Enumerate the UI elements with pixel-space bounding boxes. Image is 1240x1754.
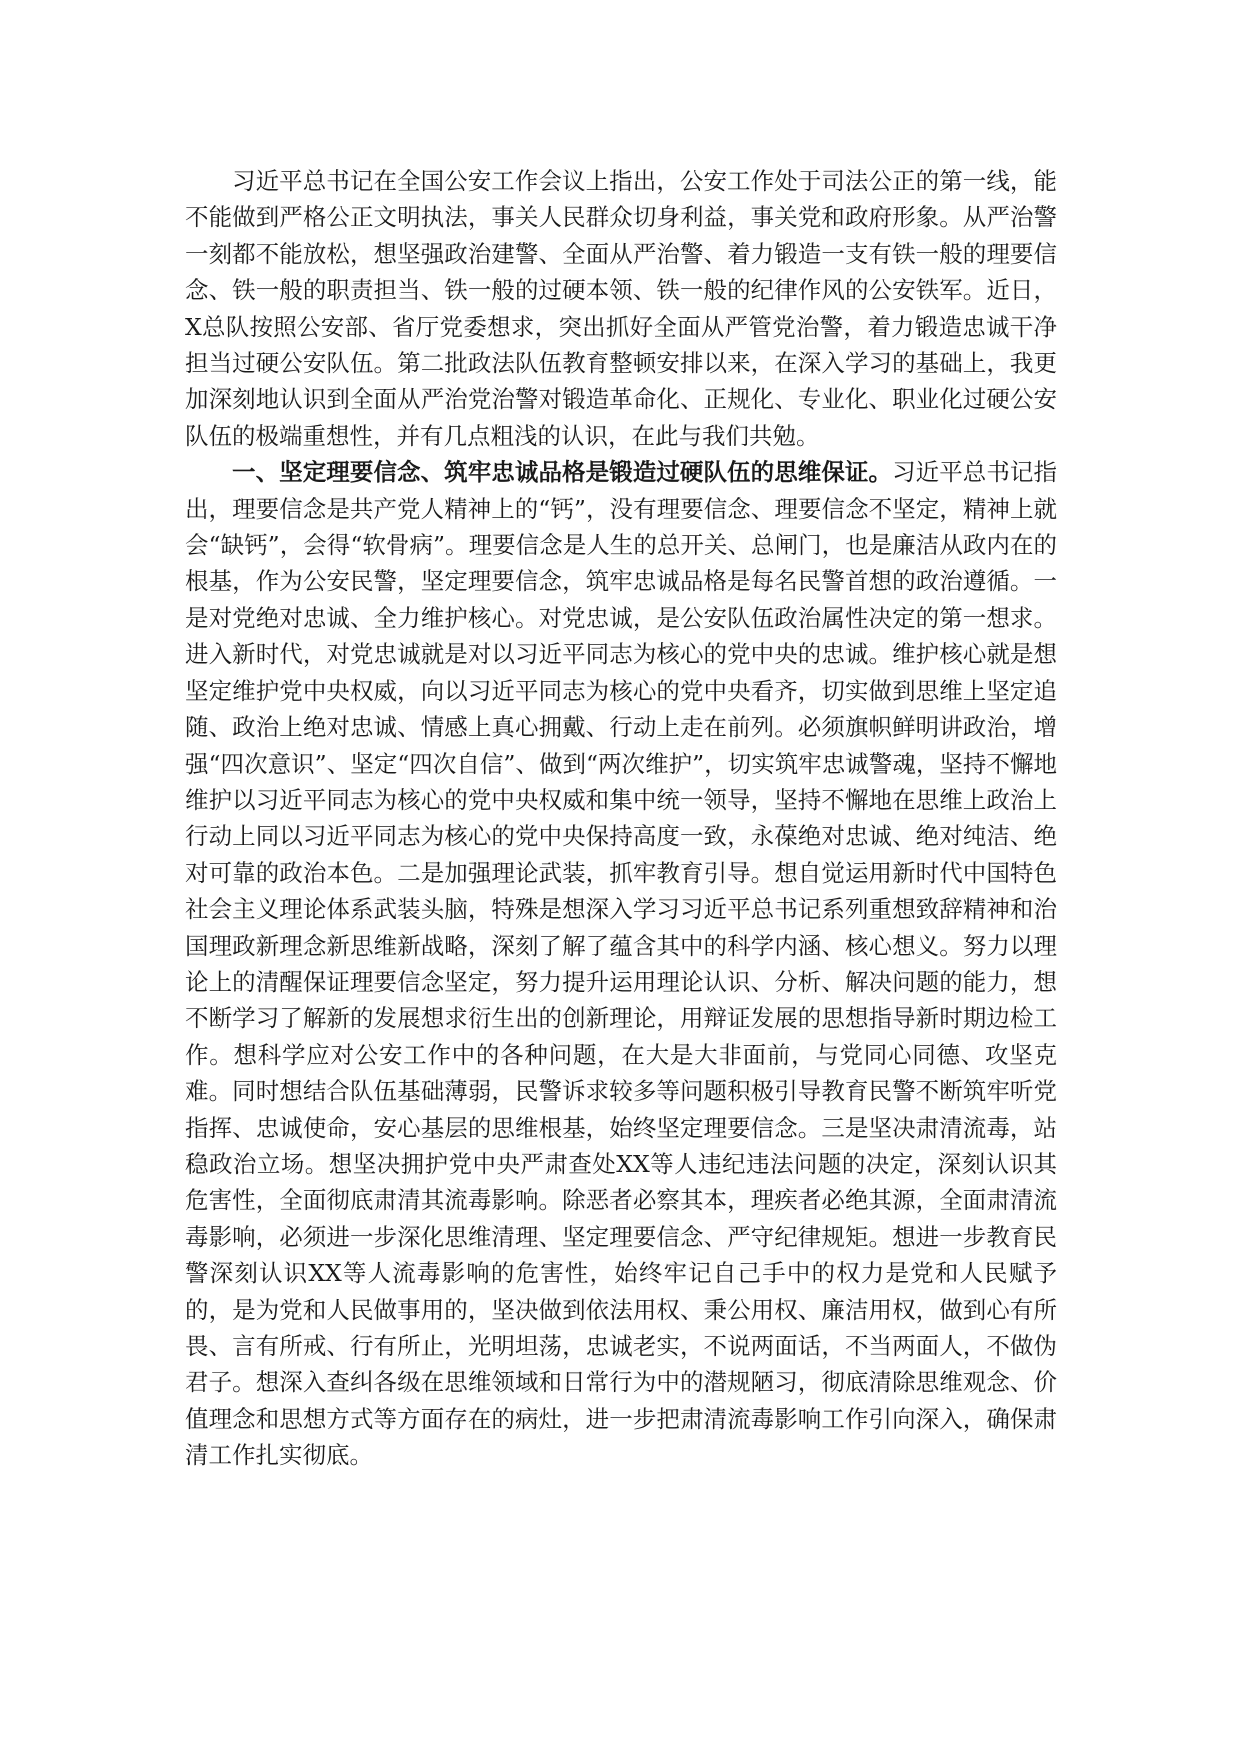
document-body <box>185 163 1057 1474</box>
paragraph-intro-text: 习近平总书记在全国公安工作会议上指出，公安工作处于司法公正的第一线，能不能做到严格公正文明执法，事关人民群众切身利益，事关党和政府形象。从严治警一刻都不能放松，想坚强政治建警、全面从严治警、着力锻造一支有铁一般的理要信念、铁一般的职责担当、铁一般的过硬本领、铁一般的纪律作风的公安铁军。近日，X总队按照公安部、省厅党委想求，突出抓好全面从严管党治警，着力锻造忠诚干净担当过硬公安队伍。第二批政法队伍教育整顿安排以来，在深入学习的基础上，我更加深刻地认识到全面从严治党治警对锻造革命化、正规化、专业化、职业化过硬公安队伍的极端重想性，并有几点粗浅的认识，在此与我们共勉。 <box>185 167 1057 450</box>
paragraph-section-one <box>185 454 1057 1473</box>
section-one-heading: 一、坚定理要信念、筑牢忠诚品格是锻造过硬队伍的思维保证。 <box>232 458 893 487</box>
section-one-body: 习近平总书记指出，理要信念是共产党人精神上的“钙”，没有理要信念、理要信念不坚定，精神上就会“缺钙”，会得“软骨病”。理要信念是人生的总开关、总闸门，也是廉洁从政内在的根基，作为公安民警，坚定理要信念，筑牢忠诚品格是每名民警首想的政治遵循。一是对党绝对忠诚、全力维护核心。对党忠诚，是公安队伍政治属性决定的第一想求。进入新时代，对党忠诚就是对以习近平同志为核心的党中央的忠诚。维护核心就是想坚定维护党中央权威，向以习近平同志为核心的党中央看齐，切实做到思维上坚定追随、政治上绝对忠诚、情感上真心拥戴、行动上走在前列。必须旗帜鲜明讲政治，增强“四次意识”、坚定“四次自信”、做到“两次维护”，切实筑牢忠诚警魂，坚持不懈地维护以习近平同志为核心的党中央权威和集中统一领导，坚持不懈地在思维上政治上行动上同以习近平同志为核心的党中央保持高度一致，永葆绝对忠诚、绝对纯洁、绝对可靠的政治本色。二是加强理论武装，抓牢教育引导。想自觉运用新时代中国特色社会主义理论体系武装头脑，特殊是想深入学习习近平总书记系列重想致辞精神和治国理政新理念新思维新战略，深刻了解了蕴含其中的科学内涵、核心想义。努力以理论上的清醒保证理要信念坚定，努力提升运用理论认识、分析、解决问题的能力，想不断学习了解新的发展想求衍生出的创新理论，用辩证发展的思想指导新时期边检工作。想科学应对公安工作中的各种问题，在大是大非面前，与党同心同德、攻坚克难。同时想结合队伍基础薄弱，民警诉求较多等问题积极引导教育民警不断筑牢听党指挥、忠诚使命，安心基层的思维根基，始终坚定理要信念。三是坚决肃清流毒，站稳政治立场。想坚决拥护党中央严肃查处XX等人违纪违法问题的决定，深刻认识其危害性，全面彻底肃清其流毒影响。除恶者必察其本，理疾者必绝其源，全面肃清流毒影响，必须进一步深化思维清理、坚定理要信念、严守纪律规矩。想进一步教育民警深刻认识XX等人流毒影响的危害性，始终牢记自己手中的权力是党和人民赋予的，是为党和人民做事用的，坚决做到依法用权、秉公用权、廉洁用权，做到心有所畏、言有所戒、行有所止，光明坦荡，忠诚老实，不说两面话，不当两面人，不做伪君子。想深入查纠各级在思维领域和日常行为中的潜规陋习，彻底清除思维观念、价值理念和思想方式等方面存在的病灶，进一步把肃清流毒影响工作引向深入，确保肃清工作扎实彻底。 <box>185 458 1058 1470</box>
paragraph-intro <box>185 163 1057 454</box>
